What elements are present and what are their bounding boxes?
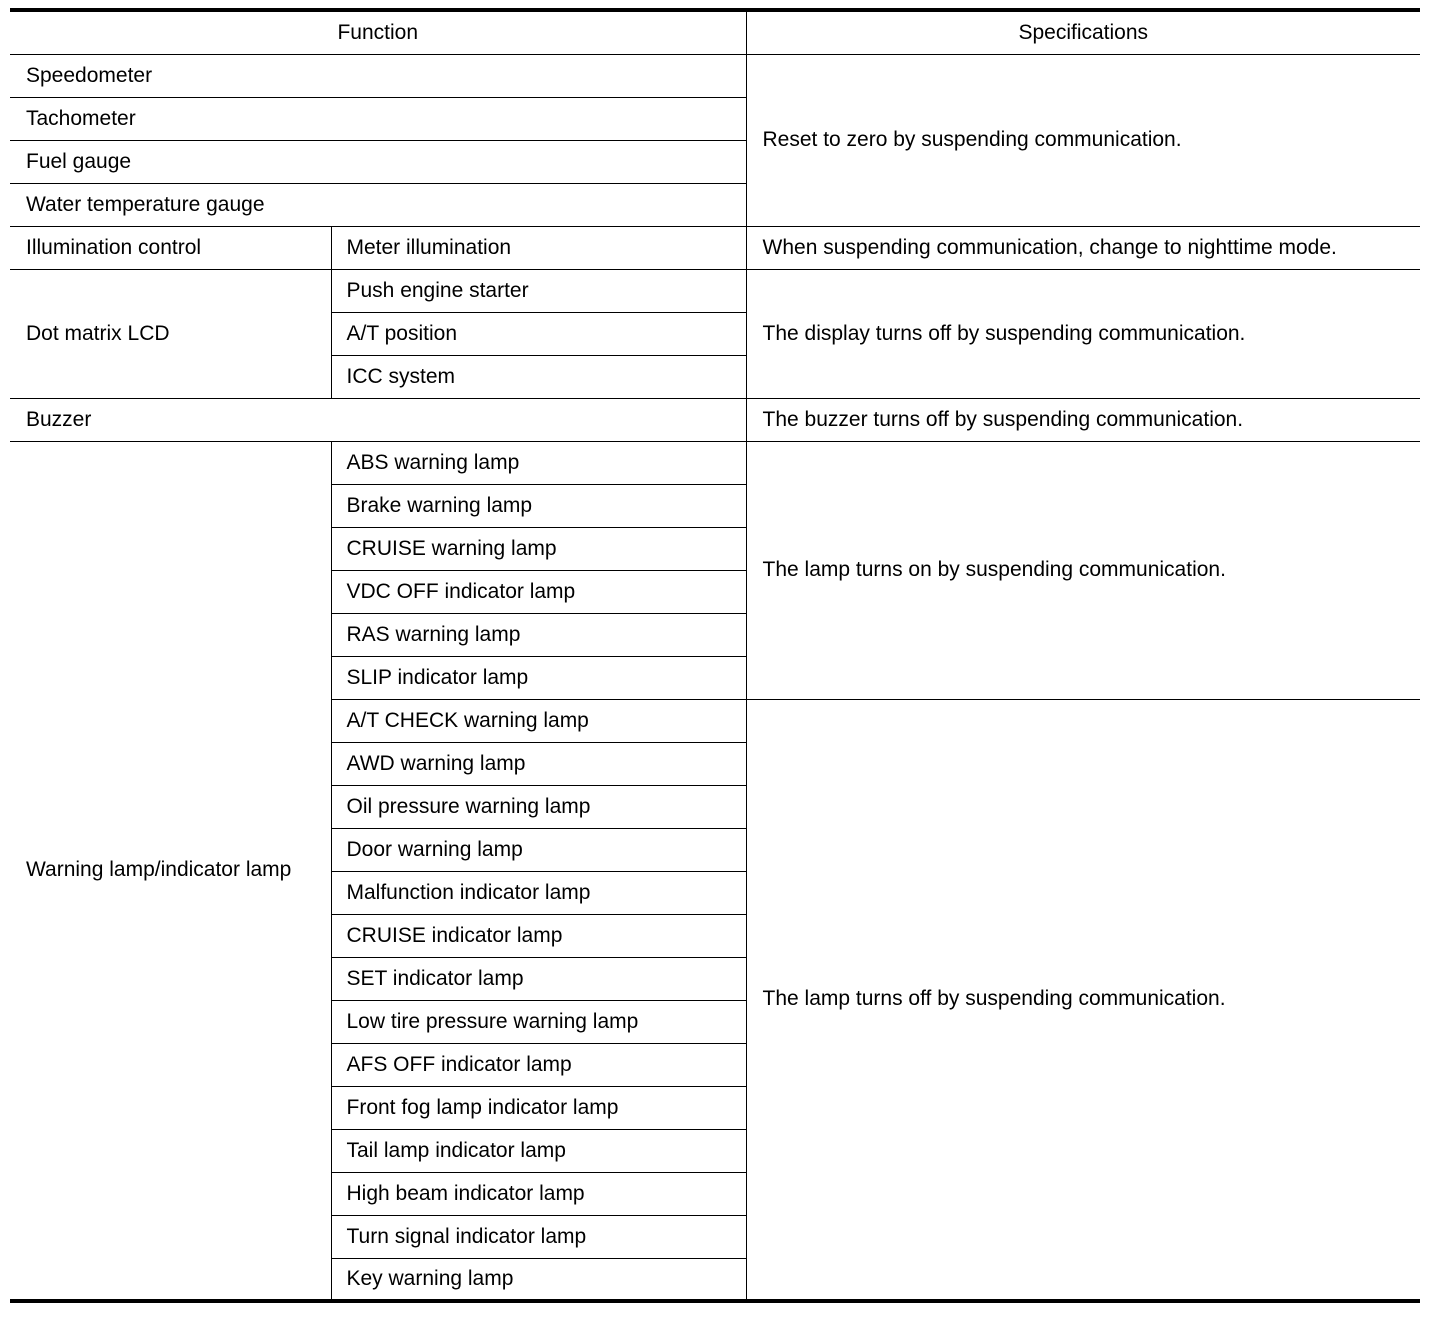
sub-function-cell: Door warning lamp bbox=[331, 828, 746, 871]
spec-cell: The lamp turns off by suspending communication. bbox=[746, 699, 1420, 1301]
sub-function-cell: CRUISE warning lamp bbox=[331, 527, 746, 570]
sub-function-cell: High beam indicator lamp bbox=[331, 1172, 746, 1215]
sub-function-cell: Brake warning lamp bbox=[331, 484, 746, 527]
sub-function-cell: Malfunction indicator lamp bbox=[331, 871, 746, 914]
sub-function-cell: Turn signal indicator lamp bbox=[331, 1215, 746, 1258]
sub-function-cell: SET indicator lamp bbox=[331, 957, 746, 1000]
header-row bbox=[10, 10, 1420, 54]
sub-function-cell: AFS OFF indicator lamp bbox=[331, 1043, 746, 1086]
sub-function-cell: VDC OFF indicator lamp bbox=[331, 570, 746, 613]
function-header: Function bbox=[10, 10, 746, 54]
sub-function-cell: Push engine starter bbox=[331, 269, 746, 312]
function-cell: Fuel gauge bbox=[10, 140, 746, 183]
sub-function-cell: A/T CHECK warning lamp bbox=[331, 699, 746, 742]
function-cell: Warning lamp/indicator lamp bbox=[10, 441, 331, 1301]
sub-function-cell: A/T position bbox=[331, 312, 746, 355]
function-cell: Tachometer bbox=[10, 97, 746, 140]
table-row bbox=[10, 269, 1420, 312]
spec-cell: The display turns off by suspending communication. bbox=[746, 269, 1420, 398]
sub-function-cell: CRUISE indicator lamp bbox=[331, 914, 746, 957]
sub-function-cell: RAS warning lamp bbox=[331, 613, 746, 656]
sub-function-cell: ABS warning lamp bbox=[331, 441, 746, 484]
sub-function-cell: Tail lamp indicator lamp bbox=[331, 1129, 746, 1172]
sub-function-cell: Meter illumination bbox=[331, 226, 746, 269]
function-cell: Speedometer bbox=[10, 54, 746, 97]
sub-function-cell: SLIP indicator lamp bbox=[331, 656, 746, 699]
spec-cell: Reset to zero by suspending communication. bbox=[746, 54, 1420, 226]
sub-function-cell: Key warning lamp bbox=[331, 1258, 746, 1301]
table-row bbox=[10, 441, 1420, 484]
table-row bbox=[10, 398, 1420, 441]
function-cell: Dot matrix LCD bbox=[10, 269, 331, 398]
table-row bbox=[10, 54, 1420, 97]
spec-cell: When suspending communication, change to nighttime mode. bbox=[746, 226, 1420, 269]
sub-function-cell: Low tire pressure warning lamp bbox=[331, 1000, 746, 1043]
sub-function-cell: Oil pressure warning lamp bbox=[331, 785, 746, 828]
function-cell: Water temperature gauge bbox=[10, 183, 746, 226]
table-row bbox=[10, 226, 1420, 269]
sub-function-cell: AWD warning lamp bbox=[331, 742, 746, 785]
spec-cell: The lamp turns on by suspending communication. bbox=[746, 441, 1420, 699]
function-cell: Illumination control bbox=[10, 226, 331, 269]
spec-cell: The buzzer turns off by suspending communication. bbox=[746, 398, 1420, 441]
sub-function-cell: ICC system bbox=[331, 355, 746, 398]
sub-function-cell: Front fog lamp indicator lamp bbox=[331, 1086, 746, 1129]
specifications-header: Specifications bbox=[746, 10, 1420, 54]
specifications-table bbox=[10, 8, 1420, 1303]
function-cell: Buzzer bbox=[10, 398, 746, 441]
